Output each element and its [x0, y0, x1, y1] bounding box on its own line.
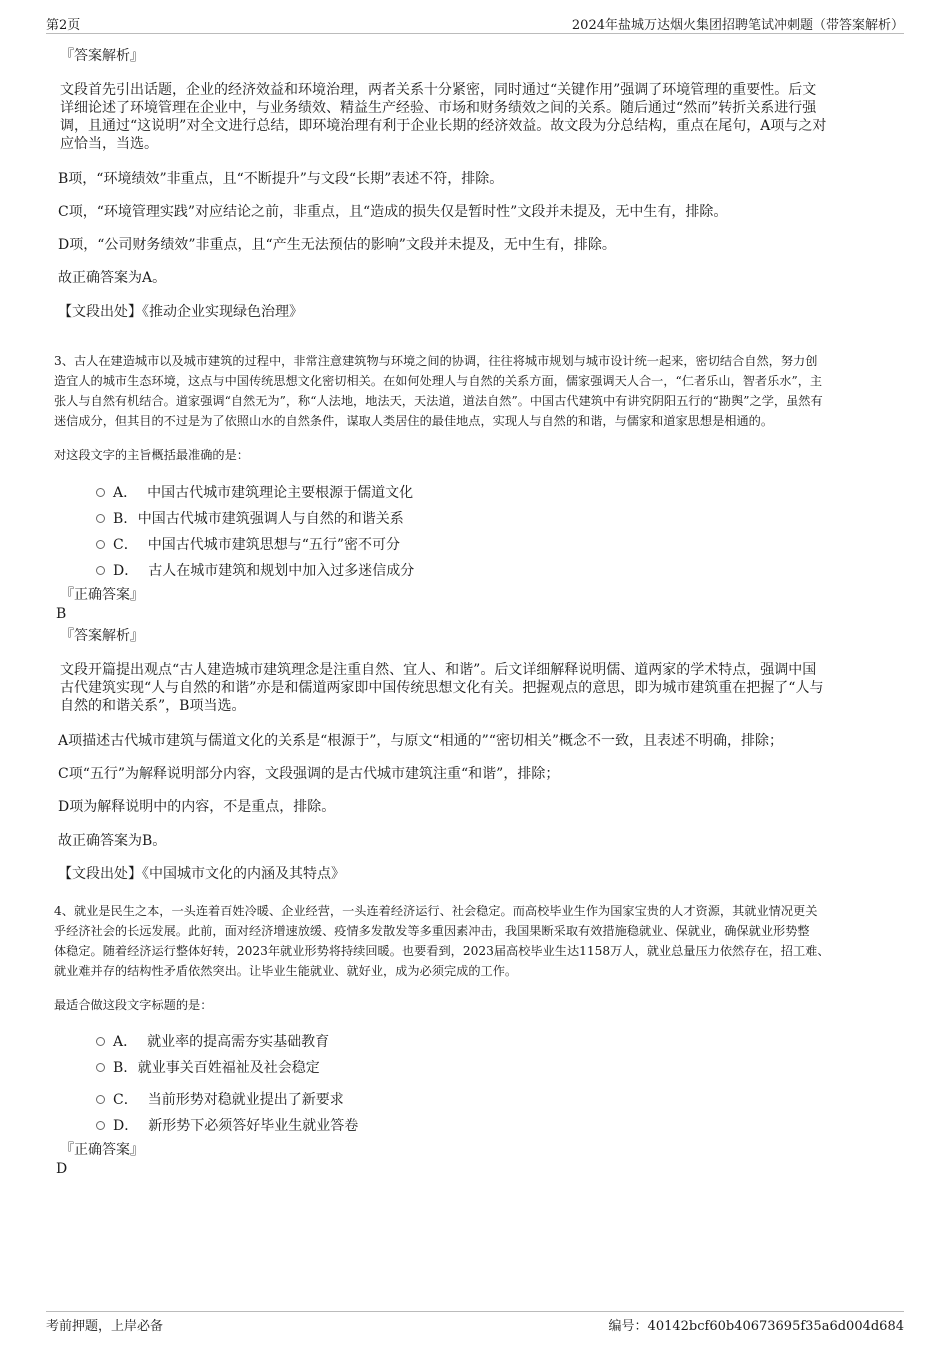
q4-question: 最适合做这段文字标题的是： — [54, 998, 213, 1012]
q4-stem-line: 乎经济社会的长远发展。此前，面对经济增速放缓、疫情多发散发等多重因素冲击，我国果断采取有效措施稳就业、保就业，确保就业形势整 — [54, 924, 810, 938]
q3-stem-line: 张人与自然有机结合。道家强调“自然无为”，称“人法地，地法天，天法道，道法自然”。中国古代建筑中有讲究阴阳五行的“勘舆”之学，虽然有 — [54, 394, 823, 408]
q4-option-b[interactable]: B. 就业事关百姓福祉及社会稳定 — [96, 1057, 320, 1077]
q3-option-c[interactable]: C． 中国古代城市建筑思想与“五行”密不可分 — [96, 534, 400, 554]
q3-stem-line: 造宜人的城市生态环境，这点与中国传统思想文化密切相关。在如何处理人与自然的关系方面，儒家强调天人合一，“仁者乐山，智者乐水”，主 — [54, 374, 823, 388]
q3-answer-heading: 『正确答案』 — [60, 587, 144, 603]
q2-conclusion: 故正确答案为A。 — [58, 270, 167, 286]
radio-button[interactable] — [96, 488, 105, 497]
radio-button[interactable] — [96, 1095, 105, 1104]
q3-question: 对这段文字的主旨概括最准确的是： — [54, 448, 249, 462]
q4-stem-line: 就业难并存的结构性矛盾依然突出。让毕业生能就业、就好业，成为必须完成的工作。 — [54, 964, 518, 978]
q3-option-d-explanation: D项为解释说明中的内容，不是重点，排除。 — [58, 799, 336, 815]
radio-button[interactable] — [96, 1037, 105, 1046]
page-header — [46, 14, 904, 34]
q3-option-b[interactable]: B. 中国古代城市建筑强调人与自然的和谐关系 — [96, 508, 404, 528]
q2-analysis-heading: 『答案解析』 — [60, 48, 144, 64]
q3-analysis-line: 自然的和谐关系”，B项当选。 — [60, 698, 246, 714]
q3-option-d[interactable]: D． 古人在城市建筑和规划中加入过多迷信成分 — [96, 560, 414, 580]
q2-analysis-line: 应恰当，当选。 — [60, 136, 158, 152]
q4-option-c[interactable]: C． 当前形势对稳就业提出了新要求 — [96, 1089, 344, 1109]
q4-stem-line: 体稳定。随着经济运行整体好转，2023年就业形势将持续回暖。也要看到，2023届高校毕业生达1158万人，就业总量压力依然存在，招工难、 — [54, 944, 830, 958]
q4-stem-line: 4、就业是民生之本，一头连着百姓冷暖、企业经营，一头连着经济运行、社会稳定。而高校毕业生作为国家宝贵的人才资源，其就业情况更关 — [54, 904, 818, 918]
radio-button[interactable] — [96, 540, 105, 549]
radio-button[interactable] — [96, 514, 105, 523]
footer-slogan: 考前押题，上岸必备 — [46, 1319, 164, 1334]
q3-analysis-line: 古代建筑实现“人与自然的和谐”亦是和儒道两家即中国传统思想文化有关。把握观点的意思，即为城市建筑重在把握了“人与 — [60, 680, 824, 696]
q3-option-a[interactable]: A． 中国古代城市建筑理论主要根源于儒道文化 — [96, 482, 413, 502]
q3-stem-line: 迷信成分，但其目的不过是为了依照山水的自然条件，谋取人类居住的最佳地点，实现人与自然的和谐，与儒家和道家思想是相通的。 — [54, 414, 774, 428]
page-footer — [46, 1311, 904, 1333]
document-title: 2024年盐城万达烟火集团招聘笔试冲刺题（带答案解析） — [571, 18, 904, 33]
q4-answer: D — [56, 1161, 68, 1177]
q2-option-d-explanation: D项，“公司财务绩效”非重点，且“产生无法预估的影响”文段并未提及，无中生有，排除。 — [58, 237, 616, 253]
q3-answer: B — [56, 606, 67, 622]
q2-option-b-explanation: B项，“环境绩效”非重点，且“不断提升”与文段“长期”表述不符，排除。 — [58, 171, 504, 187]
q2-analysis-line: 文段首先引出话题，企业的经济效益和环境治理，两者关系十分紧密，同时通过“关键作用”强调了环境管理的重要性。后文 — [60, 82, 817, 98]
q3-source: 【文段出处】《中国城市文化的内涵及其特点》 — [58, 866, 345, 882]
q4-option-a[interactable]: A． 就业率的提高需夯实基础教育 — [96, 1031, 329, 1051]
radio-button[interactable] — [96, 1063, 105, 1072]
document-serial: 编号：40142bcf60b40673695f35a6d004d684 — [608, 1319, 904, 1334]
q4-option-d[interactable]: D． 新形势下必须答好毕业生就业答卷 — [96, 1115, 358, 1135]
q4-answer-heading: 『正确答案』 — [60, 1142, 144, 1158]
q3-stem-line: 3、古人在建造城市以及城市建筑的过程中，非常注意建筑物与环境之间的协调，往往将城市规划与城市设计统一起来，密切结合自然，努力创 — [54, 354, 818, 368]
q2-option-c-explanation: C项，“环境管理实践”对应结论之前，非重点，且“造成的损失仅是暂时性”文段并未提及，无中生有，排除。 — [58, 204, 728, 220]
q3-option-a-explanation: A项描述古代城市建筑与儒道文化的关系是“根源于”，与原文“相通的”“密切相关”概念不一致，且表述不明确，排除； — [58, 733, 784, 749]
q3-option-c-explanation: C项“五行”为解释说明部分内容，文段强调的是古代城市建筑注重“和谐”，排除； — [58, 766, 560, 782]
q3-conclusion: 故正确答案为B。 — [58, 833, 167, 849]
radio-button[interactable] — [96, 566, 105, 575]
q2-analysis-line: 详细论述了环境管理在企业中，与业务绩效、精益生产经验、市场和财务绩效之间的关系。随后通过“然而”转折关系进行强 — [60, 100, 817, 116]
q3-analysis-heading: 『答案解析』 — [60, 628, 144, 644]
q2-source: 【文段出处】《推动企业实现绿色治理》 — [58, 304, 303, 320]
page-number: 第2页 — [46, 18, 81, 33]
q3-analysis-line: 文段开篇提出观点“古人建造城市建筑理念是注重自然、宜人、和谐”。后文详细解释说明儒、道两家的学术特点，强调中国 — [60, 662, 817, 678]
q2-analysis-line: 调，且通过“这说明”对全文进行总结，即环境治理有利于企业长期的经济效益。故文段为分总结构，重点在尾句，A项与之对 — [60, 118, 827, 134]
radio-button[interactable] — [96, 1121, 105, 1130]
